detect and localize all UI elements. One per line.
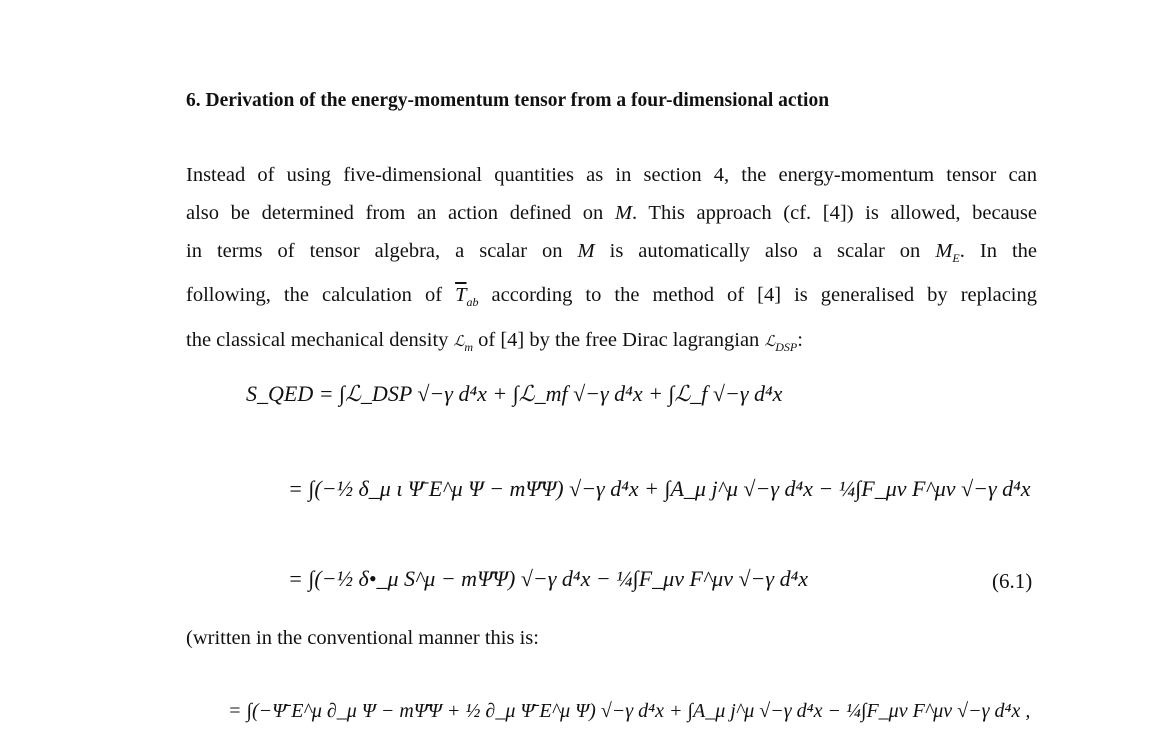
paragraph-line: the classical mechanical density ℒ$_m$ of [4] by the free Dirac lagrangian ℒ$_{DSP}$: bbox=[186, 329, 803, 355]
equation-action-sqed: S_QED = ∫ℒ_DSP √−γ d⁴x + ∫ℒ_mf √−γ d⁴x + ∫ℒ_f √−γ d⁴x bbox=[246, 381, 783, 406]
paragraph-line: Instead of using five-dimensional quantities as in section 4, the energy-momentum tensor can bbox=[186, 164, 1037, 186]
paragraph-line: in terms of tensor algebra, a scalar on M is automatically also a scalar on $M_E$. In the bbox=[186, 239, 1037, 265]
written-conventional-text: (written in the conventional manner this is: bbox=[186, 627, 539, 649]
paragraph-line: also be determined from an action defined on M. This approach (cf. [4]) is allowed, because bbox=[186, 201, 1037, 224]
paragraph-line: following, the calculation of $\overline{T}_{ab}$ according to the method of [4] is generalised by replacing bbox=[186, 284, 1037, 310]
equation-conventional-form: = ∫(−Ψ̄ E^μ ∂_μ Ψ − mΨ̄Ψ + ½ ∂_μ Ψ̄ E^μ Ψ) √−γ d⁴x + ∫A_μ j^μ √−γ d⁴x − ¼∫F_μν F^μν √−γ d⁴x , bbox=[228, 700, 1031, 722]
equation-number: (6.1) bbox=[992, 569, 1033, 593]
equation-action-current: = ∫(−½ δ•_μ S^μ − mΨ̄Ψ) √−γ d⁴x − ¼∫F_μν F^μν √−γ d⁴x bbox=[288, 566, 808, 591]
section-heading: 6. Derivation of the energy-momentum tensor from a four-dimensional action bbox=[186, 90, 830, 111]
equation-action-expanded: = ∫(−½ δ_μ ι Ψ̄ E^μ Ψ − mΨ̄Ψ) √−γ d⁴x + ∫A_μ j^μ √−γ d⁴x − ¼∫F_μν F^μν √−γ d⁴x bbox=[288, 476, 1031, 501]
body-paragraph bbox=[186, 157, 1037, 367]
